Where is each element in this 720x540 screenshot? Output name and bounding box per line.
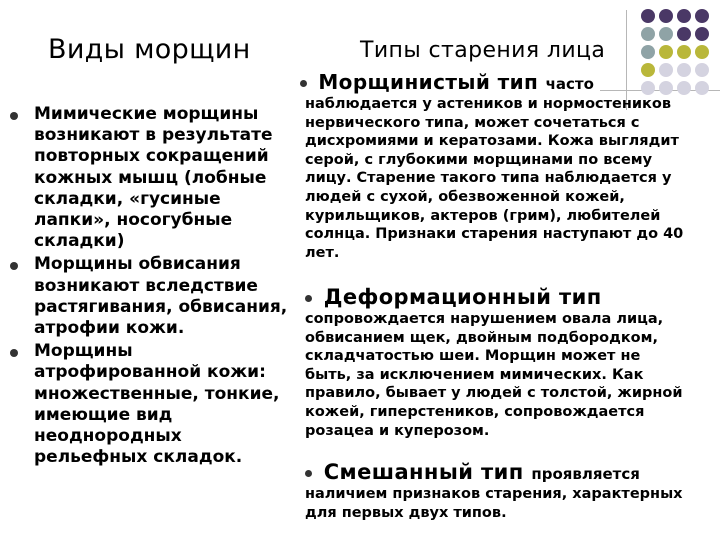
list-item: Мимические морщины возникают в результате повторных сокращений кожных мышц (лобные складки, «гусиные лапки», носогубные складки)	[10, 104, 295, 252]
type-description-deformation: сопровождается нарушением овала лица, обвисанием щек, двойным подбородком, складчатостью шеи. Морщин может не быть, за исключением мимических. Как правило, бывает у людей с толстой, жирной кожей, гиперстеников, сопровождается розацеа и куперозом.	[305, 311, 683, 439]
decorative-dot	[695, 45, 709, 59]
list-item: Морщины атрофированной кожи: множественные, тонкие, имеющие вид неоднородных рельефных складок.	[10, 341, 295, 468]
bullet-icon	[10, 262, 18, 270]
decorative-dot	[677, 45, 691, 59]
decorative-dot	[677, 81, 691, 95]
decorative-dot	[641, 81, 655, 95]
decorative-dot	[659, 45, 673, 59]
type-heading-wrinkled: Морщинистый тип часто	[300, 70, 594, 94]
decorative-dot	[641, 63, 655, 77]
decorative-dot	[677, 9, 691, 23]
bullet-icon	[305, 295, 312, 302]
decorative-dot	[695, 9, 709, 23]
decorative-dot	[641, 27, 655, 41]
decorative-dot	[677, 27, 691, 41]
decorative-dot	[659, 63, 673, 77]
type-heading-deformation: Деформационный тип	[305, 285, 602, 309]
type-heading-mixed: Смешанный тип проявляется	[305, 460, 640, 484]
decorative-dot	[695, 27, 709, 41]
type-description-mixed: наличием признаков старения, характерных для первых двух типов.	[305, 486, 683, 521]
decorative-dot	[641, 45, 655, 59]
right-title: Типы старения лица	[360, 38, 606, 63]
bullet-icon	[10, 112, 18, 120]
bullet-icon	[10, 349, 18, 357]
bullet-icon	[300, 80, 307, 87]
left-title: Виды морщин	[48, 34, 251, 65]
decorative-dot	[659, 27, 673, 41]
bullet-icon	[305, 470, 312, 477]
decorative-dot	[659, 9, 673, 23]
decorative-dot	[695, 63, 709, 77]
decorative-dot	[695, 81, 709, 95]
decorative-dot	[659, 81, 673, 95]
list-item: Морщины обвисания возникают вследствие растягивания, обвисания, атрофии кожи.	[10, 254, 295, 339]
decorative-dot	[677, 63, 691, 77]
decorative-dot	[641, 9, 655, 23]
wrinkle-types-list	[10, 104, 295, 470]
type-description-wrinkled: наблюдается у астеников и нормостеников нервического типа, может сочетаться с дисхромиями и кератозами. Кожа выглядит серой, с глубокими морщинами по всему лицу. Старение такого типа наблюдается у людей с сухой, обезвоженной кожей, курильщиков, актеров (грим), любителей солнца. Признаки старения наступают до 40 лет.	[305, 96, 684, 261]
